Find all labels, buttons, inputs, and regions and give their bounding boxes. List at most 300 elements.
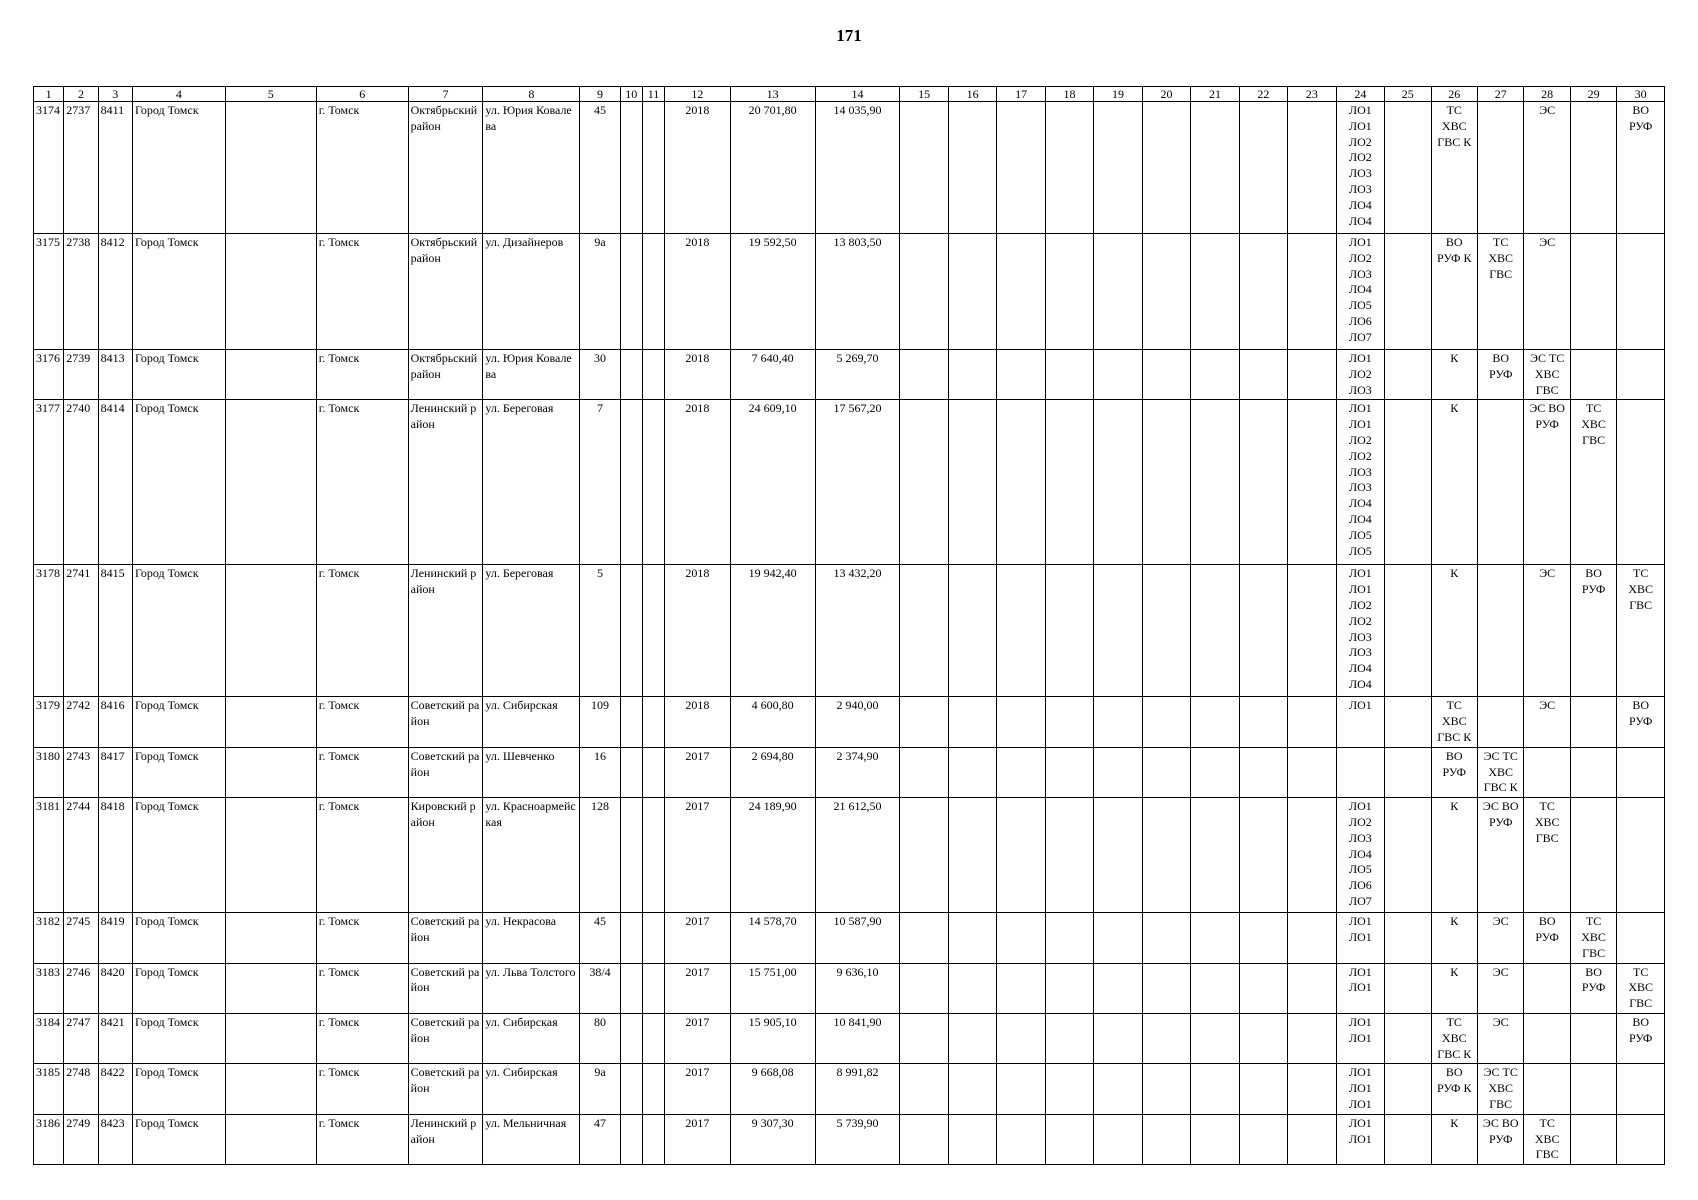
cell-col-6: г. Томск bbox=[316, 234, 408, 350]
cell-col-19 bbox=[1094, 400, 1142, 565]
cell-col-16 bbox=[948, 798, 996, 913]
cell-col-28: ЭС bbox=[1524, 234, 1570, 350]
cell-col-12: 2018 bbox=[665, 565, 731, 697]
cell-col-10 bbox=[620, 963, 642, 1013]
cell-col-27: ТС ХВС ГВС bbox=[1477, 234, 1523, 350]
cell-col-9: 47 bbox=[580, 1114, 620, 1164]
cell-col-15 bbox=[900, 1013, 948, 1063]
cell-col-10 bbox=[620, 697, 642, 747]
cell-col-23 bbox=[1288, 1114, 1336, 1164]
cell-col-2: 2742 bbox=[64, 697, 98, 747]
cell-col-22 bbox=[1239, 234, 1287, 350]
cell-col-23 bbox=[1288, 565, 1336, 697]
cell-col-25 bbox=[1385, 400, 1431, 565]
cell-col-24: ЛО1 ЛО1 ЛО1 bbox=[1336, 1064, 1384, 1114]
cell-col-8: ул. Сибирская bbox=[483, 697, 580, 747]
cell-col-6: г. Томск bbox=[316, 1114, 408, 1164]
cell-col-1: 3174 bbox=[34, 102, 64, 234]
cell-col-30: ВО РУФ bbox=[1617, 102, 1665, 234]
cell-col-20 bbox=[1142, 913, 1190, 963]
cell-col-25 bbox=[1385, 1013, 1431, 1063]
column-header-6: 6 bbox=[316, 87, 408, 102]
cell-col-18 bbox=[1045, 697, 1093, 747]
cell-col-28 bbox=[1524, 963, 1570, 1013]
cell-col-6: г. Томск bbox=[316, 747, 408, 797]
cell-col-9: 5 bbox=[580, 565, 620, 697]
cell-col-28 bbox=[1524, 1013, 1570, 1063]
column-header-16: 16 bbox=[948, 87, 996, 102]
cell-col-22 bbox=[1239, 102, 1287, 234]
cell-col-7: Советский район bbox=[408, 747, 483, 797]
cell-col-23 bbox=[1288, 913, 1336, 963]
cell-col-17 bbox=[997, 400, 1045, 565]
cell-col-17 bbox=[997, 963, 1045, 1013]
cell-col-19 bbox=[1094, 350, 1142, 400]
cell-col-11 bbox=[642, 913, 664, 963]
cell-col-10 bbox=[620, 102, 642, 234]
cell-col-26: ТС ХВС ГВС К bbox=[1431, 102, 1477, 234]
cell-col-17 bbox=[997, 102, 1045, 234]
cell-col-7: Октябрьский район bbox=[408, 350, 483, 400]
cell-col-25 bbox=[1385, 798, 1431, 913]
cell-col-24: ЛО1 ЛО1 ЛО2 ЛО2 ЛО3 ЛО3 ЛО4 ЛО4 bbox=[1336, 102, 1384, 234]
cell-col-27 bbox=[1477, 400, 1523, 565]
column-header-2: 2 bbox=[64, 87, 98, 102]
cell-col-16 bbox=[948, 102, 996, 234]
cell-col-27: ЭС bbox=[1477, 913, 1523, 963]
cell-col-10 bbox=[620, 747, 642, 797]
cell-col-15 bbox=[900, 565, 948, 697]
column-header-13: 13 bbox=[730, 87, 815, 102]
cell-col-16 bbox=[948, 913, 996, 963]
cell-col-26: К bbox=[1431, 798, 1477, 913]
cell-col-21 bbox=[1191, 963, 1239, 1013]
cell-col-10 bbox=[620, 234, 642, 350]
cell-col-3: 8422 bbox=[98, 1064, 132, 1114]
cell-col-14: 10 841,90 bbox=[815, 1013, 900, 1063]
cell-col-29: ВО РУФ bbox=[1570, 963, 1616, 1013]
cell-col-12: 2018 bbox=[665, 350, 731, 400]
cell-col-14: 8 991,82 bbox=[815, 1064, 900, 1114]
cell-col-18 bbox=[1045, 1114, 1093, 1164]
cell-col-19 bbox=[1094, 102, 1142, 234]
cell-col-23 bbox=[1288, 234, 1336, 350]
cell-col-19 bbox=[1094, 747, 1142, 797]
column-header-26: 26 bbox=[1431, 87, 1477, 102]
cell-col-21 bbox=[1191, 102, 1239, 234]
cell-col-7: Советский район bbox=[408, 1064, 483, 1114]
cell-col-6: г. Томск bbox=[316, 102, 408, 234]
cell-col-14: 21 612,50 bbox=[815, 798, 900, 913]
cell-col-19 bbox=[1094, 1013, 1142, 1063]
cell-col-29 bbox=[1570, 747, 1616, 797]
table-row bbox=[34, 234, 1665, 350]
cell-col-9: 9а bbox=[580, 1064, 620, 1114]
cell-col-3: 8412 bbox=[98, 234, 132, 350]
cell-col-8: ул. Льва Толстого bbox=[483, 963, 580, 1013]
cell-col-5 bbox=[225, 913, 316, 963]
cell-col-1: 3183 bbox=[34, 963, 64, 1013]
column-header-12: 12 bbox=[665, 87, 731, 102]
cell-col-18 bbox=[1045, 913, 1093, 963]
cell-col-13: 15 751,00 bbox=[730, 963, 815, 1013]
cell-col-17 bbox=[997, 350, 1045, 400]
cell-col-11 bbox=[642, 798, 664, 913]
cell-col-21 bbox=[1191, 350, 1239, 400]
cell-col-8: ул. Красноармейская bbox=[483, 798, 580, 913]
cell-col-26: ВО РУФ bbox=[1431, 747, 1477, 797]
cell-col-18 bbox=[1045, 1064, 1093, 1114]
cell-col-5 bbox=[225, 747, 316, 797]
cell-col-1: 3185 bbox=[34, 1064, 64, 1114]
cell-col-3: 8415 bbox=[98, 565, 132, 697]
cell-col-26: К bbox=[1431, 913, 1477, 963]
cell-col-18 bbox=[1045, 1013, 1093, 1063]
cell-col-4: Город Томск bbox=[132, 913, 225, 963]
column-header-17: 17 bbox=[997, 87, 1045, 102]
cell-col-12: 2017 bbox=[665, 747, 731, 797]
cell-col-28: ТС ХВС ГВС bbox=[1524, 798, 1570, 913]
cell-col-26: К bbox=[1431, 963, 1477, 1013]
cell-col-18 bbox=[1045, 565, 1093, 697]
cell-col-16 bbox=[948, 400, 996, 565]
cell-col-7: Советский район bbox=[408, 1013, 483, 1063]
table-row bbox=[34, 400, 1665, 565]
cell-col-23 bbox=[1288, 747, 1336, 797]
table-row bbox=[34, 963, 1665, 1013]
cell-col-16 bbox=[948, 565, 996, 697]
cell-col-9: 7 bbox=[580, 400, 620, 565]
cell-col-14: 14 035,90 bbox=[815, 102, 900, 234]
cell-col-28: ЭС ТС ХВС ГВС bbox=[1524, 350, 1570, 400]
cell-col-26: ТС ХВС ГВС К bbox=[1431, 697, 1477, 747]
cell-col-21 bbox=[1191, 234, 1239, 350]
cell-col-29 bbox=[1570, 1114, 1616, 1164]
cell-col-23 bbox=[1288, 1064, 1336, 1114]
cell-col-15 bbox=[900, 102, 948, 234]
cell-col-22 bbox=[1239, 565, 1287, 697]
cell-col-16 bbox=[948, 963, 996, 1013]
cell-col-6: г. Томск bbox=[316, 798, 408, 913]
cell-col-11 bbox=[642, 963, 664, 1013]
page-number: 171 bbox=[836, 26, 862, 45]
cell-col-23 bbox=[1288, 102, 1336, 234]
cell-col-10 bbox=[620, 913, 642, 963]
cell-col-13: 9 307,30 bbox=[730, 1114, 815, 1164]
cell-col-19 bbox=[1094, 1064, 1142, 1114]
cell-col-14: 2 374,90 bbox=[815, 747, 900, 797]
cell-col-24 bbox=[1336, 747, 1384, 797]
cell-col-8: ул. Шевченко bbox=[483, 747, 580, 797]
register-table bbox=[33, 86, 1665, 1165]
cell-col-10 bbox=[620, 1013, 642, 1063]
header-row bbox=[34, 87, 1665, 102]
column-header-14: 14 bbox=[815, 87, 900, 102]
cell-col-24: ЛО1 ЛО1 bbox=[1336, 963, 1384, 1013]
cell-col-21 bbox=[1191, 565, 1239, 697]
cell-col-15 bbox=[900, 747, 948, 797]
cell-col-21 bbox=[1191, 747, 1239, 797]
cell-col-6: г. Томск bbox=[316, 350, 408, 400]
cell-col-2: 2746 bbox=[64, 963, 98, 1013]
cell-col-11 bbox=[642, 400, 664, 565]
cell-col-27: ЭС ТС ХВС ГВС bbox=[1477, 1064, 1523, 1114]
cell-col-15 bbox=[900, 350, 948, 400]
cell-col-25 bbox=[1385, 697, 1431, 747]
cell-col-7: Советский район bbox=[408, 913, 483, 963]
cell-col-15 bbox=[900, 798, 948, 913]
cell-col-30: ВО РУФ bbox=[1617, 697, 1665, 747]
cell-col-19 bbox=[1094, 697, 1142, 747]
cell-col-11 bbox=[642, 697, 664, 747]
cell-col-2: 2741 bbox=[64, 565, 98, 697]
cell-col-25 bbox=[1385, 1114, 1431, 1164]
cell-col-25 bbox=[1385, 234, 1431, 350]
cell-col-27 bbox=[1477, 565, 1523, 697]
cell-col-22 bbox=[1239, 913, 1287, 963]
cell-col-14: 9 636,10 bbox=[815, 963, 900, 1013]
cell-col-3: 8414 bbox=[98, 400, 132, 565]
cell-col-14: 13 432,20 bbox=[815, 565, 900, 697]
cell-col-1: 3175 bbox=[34, 234, 64, 350]
cell-col-22 bbox=[1239, 1064, 1287, 1114]
cell-col-28: ТС ХВС ГВС bbox=[1524, 1114, 1570, 1164]
cell-col-14: 10 587,90 bbox=[815, 913, 900, 963]
column-header-20: 20 bbox=[1142, 87, 1190, 102]
cell-col-15 bbox=[900, 963, 948, 1013]
cell-col-27: ЭС bbox=[1477, 963, 1523, 1013]
cell-col-10 bbox=[620, 565, 642, 697]
cell-col-11 bbox=[642, 102, 664, 234]
cell-col-1: 3177 bbox=[34, 400, 64, 565]
cell-col-21 bbox=[1191, 1013, 1239, 1063]
cell-col-28 bbox=[1524, 747, 1570, 797]
cell-col-8: ул. Некрасова bbox=[483, 913, 580, 963]
cell-col-27: ЭС ВО РУФ bbox=[1477, 1114, 1523, 1164]
cell-col-15 bbox=[900, 400, 948, 565]
cell-col-25 bbox=[1385, 747, 1431, 797]
cell-col-6: г. Томск bbox=[316, 1064, 408, 1114]
table-row bbox=[34, 913, 1665, 963]
cell-col-30 bbox=[1617, 913, 1665, 963]
column-header-23: 23 bbox=[1288, 87, 1336, 102]
cell-col-4: Город Томск bbox=[132, 963, 225, 1013]
cell-col-25 bbox=[1385, 913, 1431, 963]
cell-col-13: 4 600,80 bbox=[730, 697, 815, 747]
cell-col-20 bbox=[1142, 747, 1190, 797]
cell-col-18 bbox=[1045, 963, 1093, 1013]
cell-col-9: 16 bbox=[580, 747, 620, 797]
cell-col-19 bbox=[1094, 798, 1142, 913]
cell-col-10 bbox=[620, 350, 642, 400]
cell-col-13: 19 592,50 bbox=[730, 234, 815, 350]
table-row bbox=[34, 1013, 1665, 1063]
cell-col-15 bbox=[900, 913, 948, 963]
cell-col-8: ул. Мельничная bbox=[483, 1114, 580, 1164]
cell-col-26: ТС ХВС ГВС К bbox=[1431, 1013, 1477, 1063]
cell-col-9: 9а bbox=[580, 234, 620, 350]
column-header-29: 29 bbox=[1570, 87, 1616, 102]
cell-col-2: 2749 bbox=[64, 1114, 98, 1164]
cell-col-17 bbox=[997, 1064, 1045, 1114]
cell-col-12: 2017 bbox=[665, 1013, 731, 1063]
cell-col-8: ул. Береговая bbox=[483, 565, 580, 697]
column-header-27: 27 bbox=[1477, 87, 1523, 102]
cell-col-7: Октябрьский район bbox=[408, 102, 483, 234]
cell-col-7: Советский район bbox=[408, 697, 483, 747]
cell-col-18 bbox=[1045, 234, 1093, 350]
cell-col-12: 2018 bbox=[665, 697, 731, 747]
cell-col-28: ЭС bbox=[1524, 102, 1570, 234]
table-row bbox=[34, 565, 1665, 697]
cell-col-27 bbox=[1477, 697, 1523, 747]
column-header-30: 30 bbox=[1617, 87, 1665, 102]
cell-col-23 bbox=[1288, 1013, 1336, 1063]
cell-col-10 bbox=[620, 1114, 642, 1164]
cell-col-17 bbox=[997, 1114, 1045, 1164]
cell-col-6: г. Томск bbox=[316, 963, 408, 1013]
cell-col-25 bbox=[1385, 350, 1431, 400]
cell-col-6: г. Томск bbox=[316, 565, 408, 697]
cell-col-9: 45 bbox=[580, 102, 620, 234]
cell-col-24: ЛО1 bbox=[1336, 697, 1384, 747]
cell-col-16 bbox=[948, 1013, 996, 1063]
cell-col-9: 80 bbox=[580, 1013, 620, 1063]
cell-col-30 bbox=[1617, 798, 1665, 913]
cell-col-30 bbox=[1617, 1064, 1665, 1114]
table-row bbox=[34, 697, 1665, 747]
cell-col-19 bbox=[1094, 1114, 1142, 1164]
cell-col-4: Город Томск bbox=[132, 234, 225, 350]
cell-col-17 bbox=[997, 565, 1045, 697]
column-header-18: 18 bbox=[1045, 87, 1093, 102]
cell-col-8: ул. Береговая bbox=[483, 400, 580, 565]
cell-col-13: 9 668,08 bbox=[730, 1064, 815, 1114]
cell-col-6: г. Томск bbox=[316, 697, 408, 747]
cell-col-17 bbox=[997, 1013, 1045, 1063]
column-header-25: 25 bbox=[1385, 87, 1431, 102]
cell-col-20 bbox=[1142, 400, 1190, 565]
cell-col-16 bbox=[948, 350, 996, 400]
cell-col-13: 15 905,10 bbox=[730, 1013, 815, 1063]
cell-col-25 bbox=[1385, 102, 1431, 234]
cell-col-23 bbox=[1288, 798, 1336, 913]
cell-col-5 bbox=[225, 400, 316, 565]
cell-col-6: г. Томск bbox=[316, 1013, 408, 1063]
cell-col-27: ЭС ТС ХВС ГВС К bbox=[1477, 747, 1523, 797]
cell-col-11 bbox=[642, 1064, 664, 1114]
cell-col-12: 2017 bbox=[665, 1114, 731, 1164]
cell-col-22 bbox=[1239, 798, 1287, 913]
cell-col-14: 2 940,00 bbox=[815, 697, 900, 747]
cell-col-29: ВО РУФ bbox=[1570, 565, 1616, 697]
cell-col-20 bbox=[1142, 1013, 1190, 1063]
cell-col-24: ЛО1 ЛО1 ЛО2 ЛО2 ЛО3 ЛО3 ЛО4 ЛО4 bbox=[1336, 565, 1384, 697]
cell-col-6: г. Томск bbox=[316, 400, 408, 565]
cell-col-30: ТС ХВС ГВС bbox=[1617, 963, 1665, 1013]
cell-col-29 bbox=[1570, 1013, 1616, 1063]
cell-col-24: ЛО1 ЛО2 ЛО3 ЛО4 ЛО5 ЛО6 ЛО7 bbox=[1336, 798, 1384, 913]
cell-col-19 bbox=[1094, 565, 1142, 697]
cell-col-17 bbox=[997, 747, 1045, 797]
cell-col-20 bbox=[1142, 798, 1190, 913]
cell-col-19 bbox=[1094, 963, 1142, 1013]
cell-col-20 bbox=[1142, 350, 1190, 400]
cell-col-29 bbox=[1570, 697, 1616, 747]
cell-col-8: ул. Дизайнеров bbox=[483, 234, 580, 350]
cell-col-1: 3181 bbox=[34, 798, 64, 913]
cell-col-4: Город Томск bbox=[132, 400, 225, 565]
cell-col-27: ЭС ВО РУФ bbox=[1477, 798, 1523, 913]
cell-col-18 bbox=[1045, 102, 1093, 234]
cell-col-27: ЭС bbox=[1477, 1013, 1523, 1063]
cell-col-9: 109 bbox=[580, 697, 620, 747]
cell-col-5 bbox=[225, 798, 316, 913]
cell-col-5 bbox=[225, 1064, 316, 1114]
cell-col-11 bbox=[642, 747, 664, 797]
cell-col-12: 2018 bbox=[665, 400, 731, 565]
cell-col-27: ВО РУФ bbox=[1477, 350, 1523, 400]
cell-col-20 bbox=[1142, 697, 1190, 747]
cell-col-8: ул. Юрия Ковалева bbox=[483, 350, 580, 400]
cell-col-1: 3184 bbox=[34, 1013, 64, 1063]
cell-col-22 bbox=[1239, 350, 1287, 400]
cell-col-3: 8417 bbox=[98, 747, 132, 797]
column-header-7: 7 bbox=[408, 87, 483, 102]
cell-col-18 bbox=[1045, 400, 1093, 565]
cell-col-1: 3180 bbox=[34, 747, 64, 797]
table-row bbox=[34, 1064, 1665, 1114]
column-header-21: 21 bbox=[1191, 87, 1239, 102]
cell-col-20 bbox=[1142, 234, 1190, 350]
cell-col-29: ТС ХВС ГВС bbox=[1570, 913, 1616, 963]
cell-col-24: ЛО1 ЛО1 bbox=[1336, 913, 1384, 963]
cell-col-29: ТС ХВС ГВС bbox=[1570, 400, 1616, 565]
cell-col-26: К bbox=[1431, 400, 1477, 565]
cell-col-12: 2017 bbox=[665, 913, 731, 963]
cell-col-2: 2740 bbox=[64, 400, 98, 565]
cell-col-20 bbox=[1142, 1064, 1190, 1114]
cell-col-15 bbox=[900, 697, 948, 747]
cell-col-1: 3179 bbox=[34, 697, 64, 747]
cell-col-11 bbox=[642, 350, 664, 400]
column-header-11: 11 bbox=[642, 87, 664, 102]
cell-col-30 bbox=[1617, 747, 1665, 797]
cell-col-3: 8413 bbox=[98, 350, 132, 400]
table-row bbox=[34, 102, 1665, 234]
cell-col-21 bbox=[1191, 798, 1239, 913]
cell-col-5 bbox=[225, 697, 316, 747]
cell-col-28: ЭС ВО РУФ bbox=[1524, 400, 1570, 565]
cell-col-7: Ленинский район bbox=[408, 400, 483, 565]
cell-col-1: 3178 bbox=[34, 565, 64, 697]
cell-col-22 bbox=[1239, 1013, 1287, 1063]
cell-col-6: г. Томск bbox=[316, 913, 408, 963]
cell-col-9: 128 bbox=[580, 798, 620, 913]
table-row bbox=[34, 747, 1665, 797]
cell-col-28: ВО РУФ bbox=[1524, 913, 1570, 963]
cell-col-21 bbox=[1191, 913, 1239, 963]
column-header-15: 15 bbox=[900, 87, 948, 102]
cell-col-12: 2017 bbox=[665, 1064, 731, 1114]
cell-col-29 bbox=[1570, 350, 1616, 400]
column-header-19: 19 bbox=[1094, 87, 1142, 102]
cell-col-13: 14 578,70 bbox=[730, 913, 815, 963]
cell-col-3: 8419 bbox=[98, 913, 132, 963]
cell-col-24: ЛО1 ЛО1 bbox=[1336, 1114, 1384, 1164]
column-header-8: 8 bbox=[483, 87, 580, 102]
cell-col-13: 19 942,40 bbox=[730, 565, 815, 697]
